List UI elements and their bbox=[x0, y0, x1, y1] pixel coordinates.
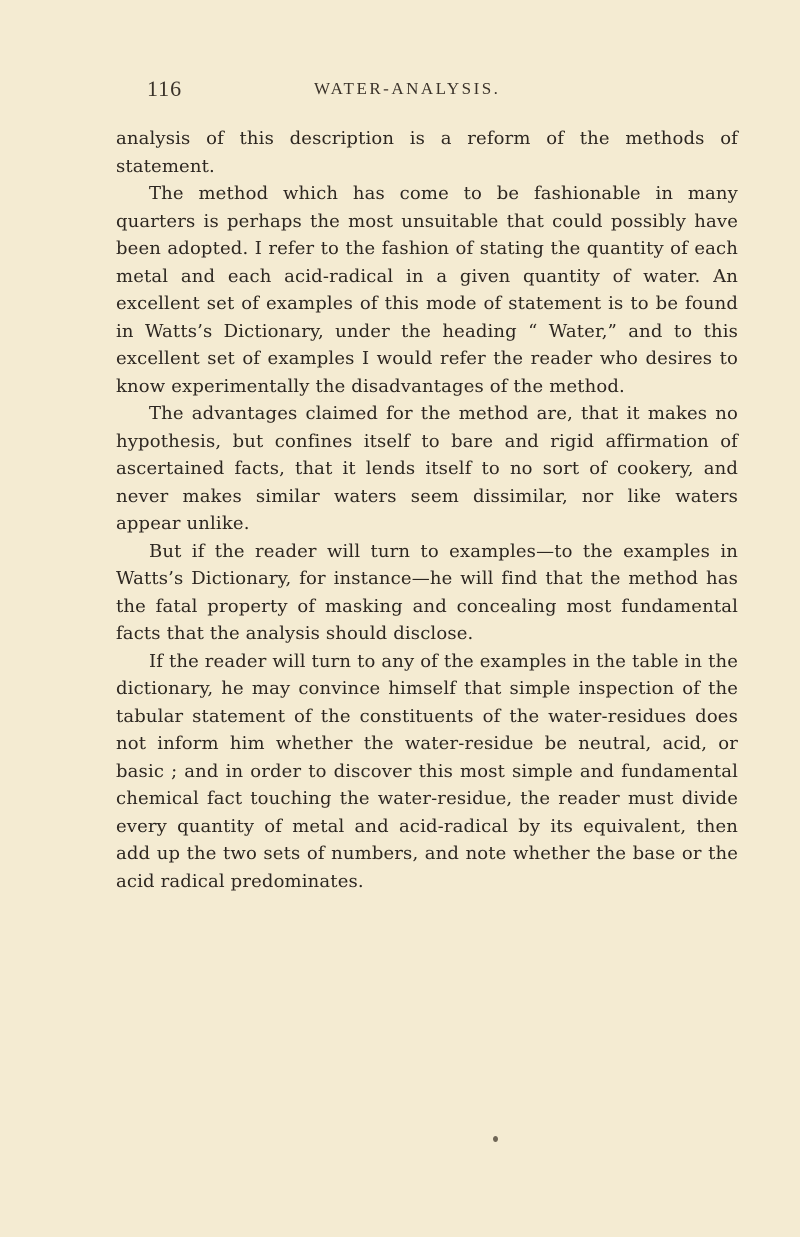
paragraph-continuation: analysis of this description is a reform of the methods of statement. bbox=[116, 128, 738, 177]
page-number: 116 bbox=[147, 76, 183, 101]
running-title: WATER-ANALYSIS. bbox=[314, 79, 501, 98]
stray-ink-mark bbox=[493, 1136, 498, 1142]
running-head bbox=[147, 76, 737, 106]
paragraph-fashionable-method: The method which has come to be fashionable in many quarters is perhaps the most unsuitable that could possibly have been adopted. I refer to the fashion of stating the quantity of each metal and each acid-radical in a given quantity of water. An excellent set of examples of this mode of statement is to be found in Watts’s Dictionary, under the heading “ Water,” and to this excellent set of examples I would refer the reader who desires to know experimentally the disadvantages of the method. bbox=[116, 183, 738, 397]
paragraph-inspection: If the reader will turn to any of the examples in the table in the dictionary, he may convince himself that simple inspection of the tabular statement of the constituents of the water-residues does not inform him whether the water-residue be neutral, acid, or basic ; and in order to discover this most simple and fundamental chemical fact touching the water-residue, the reader must divide every quantity of metal and acid-radical by its equivalent, then add up the two sets of numbers, and note whether the base or the acid radical predominates. bbox=[116, 650, 738, 892]
body-text bbox=[116, 125, 738, 895]
paragraph-examples: But if the reader will turn to examples—to the examples in Watts’s Dictionary, for instance—he will find that the method has the fatal property of masking and concealing most fundamental facts that the analysis should disclose. bbox=[116, 540, 738, 644]
paragraph-advantages: The advantages claimed for the method are, that it makes no hypothesis, but confines itself to bare and rigid affirmation of ascertained facts, that it lends itself to no sort of cookery, and never makes similar waters seem dissimilar, nor like waters appear unlike. bbox=[116, 403, 738, 534]
